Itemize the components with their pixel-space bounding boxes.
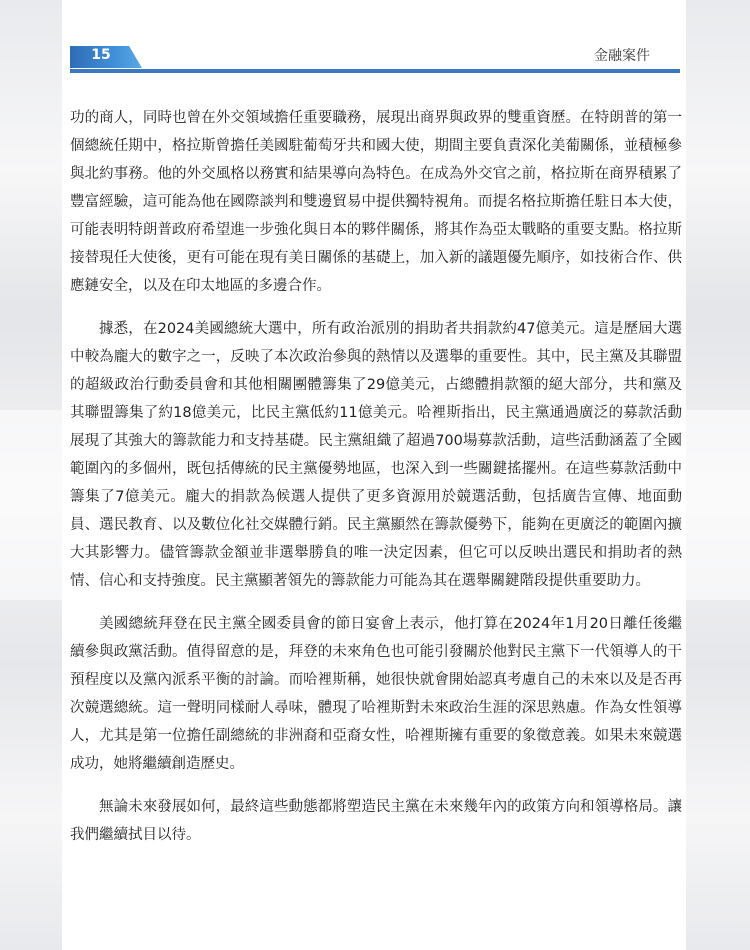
- paragraph: 無論未來發展如何，最終這些動態都將塑造民主黨在未來幾年內的政策方向和領導格局。讓我們繼續拭目以待。: [70, 799, 682, 843]
- page-number: 15: [91, 47, 111, 63]
- header-rule: [70, 69, 680, 73]
- paragraph-continued: 功的商人，同時也曾在外交領域擔任重要職務，展現出商界與政界的雙重資歷。在特朗普的第一個總統任期中，格拉斯曾擔任美國駐葡萄牙共和國大使，期間主要負責深化美葡關係，並積極參與北約事務。他的外交風格以務實和結果導向為特色。在成為外交官之前，格拉斯在商界積累了豐富經驗，這可能為他在國際談判和雙邊貿易中提供獨特視角。而提名格拉斯擔任駐日本大使，可能表明特朗普政府希望進一步強化與日本的夥伴關係，將其作為亞太戰略的重要支點。格拉斯接替現任大使後，更有可能在現有美日關係的基礎上，加入新的議題優先順序，如技術合作、供應鏈安全，以及在印太地區的多邊合作。: [70, 110, 682, 294]
- running-title: 金融案件: [594, 48, 650, 64]
- article-body: [70, 104, 682, 864]
- document-page: [62, 0, 686, 950]
- paragraph: 據悉，在2024美國總統大選中，所有政治派別的捐助者共捐款約47億美元。這是歷屆大選中較為龐大的數字之一，反映了本次政治參與的熱情以及選舉的重要性。其中，民主黨及其聯盟的超級政治行動委員會和其他相關團體籌集了29億美元，占總體捐款額的絕大部分，共和黨及其聯盟籌集了約18億美元，比民主黨低約11億美元。哈裡斯指出，民主黨通過廣泛的募款活動展現了其強大的籌款能力和支持基礎。民主黨組織了超過700場募款活動，這些活動涵蓋了全國範圍內的多個州，既包括傳統的民主黨優勢地區，也深入到一些關鍵搖擺州。在這些募款活動中籌集了7億美元。龐大的捐款為候選人提供了更多資源用於競選活動，包括廣告宣傳、地面動員、選民教育、以及數位化社交媒體行銷。民主黨顯然在籌款優勢下，能夠在更廣泛的範圍內擴大其影響力。儘管籌款金額並非選舉勝負的唯一決定因素，但它可以反映出選民和捐助者的熱情、信心和支持強度。民主黨顯著領先的籌款能力可能為其在選舉關鍵階段提供重要助力。: [70, 321, 682, 589]
- paragraph: 美國總統拜登在民主黨全國委員會的節日宴會上表示，他打算在2024年1月20日離任後繼續參與政黨活動。值得留意的是，拜登的未來角色也可能引發關於他對民主黨下一代領導人的干預程度以及黨內派系平衡的討論。而哈裡斯稱，她很快就會開始認真考慮自己的未來以及是否再次競選總統。這一聲明同樣耐人尋味，體現了哈裡斯對未來政治生涯的深思熟慮。作為女性領導人，尤其是第一位擔任副總統的非洲裔和亞裔女性，哈裡斯擁有重要的象徵意義。如果未來競選成功，她將繼續創造歷史。: [70, 616, 682, 772]
- page-header: [70, 44, 680, 74]
- background-panel-left: [0, 0, 62, 950]
- background-panel-right: [686, 0, 750, 950]
